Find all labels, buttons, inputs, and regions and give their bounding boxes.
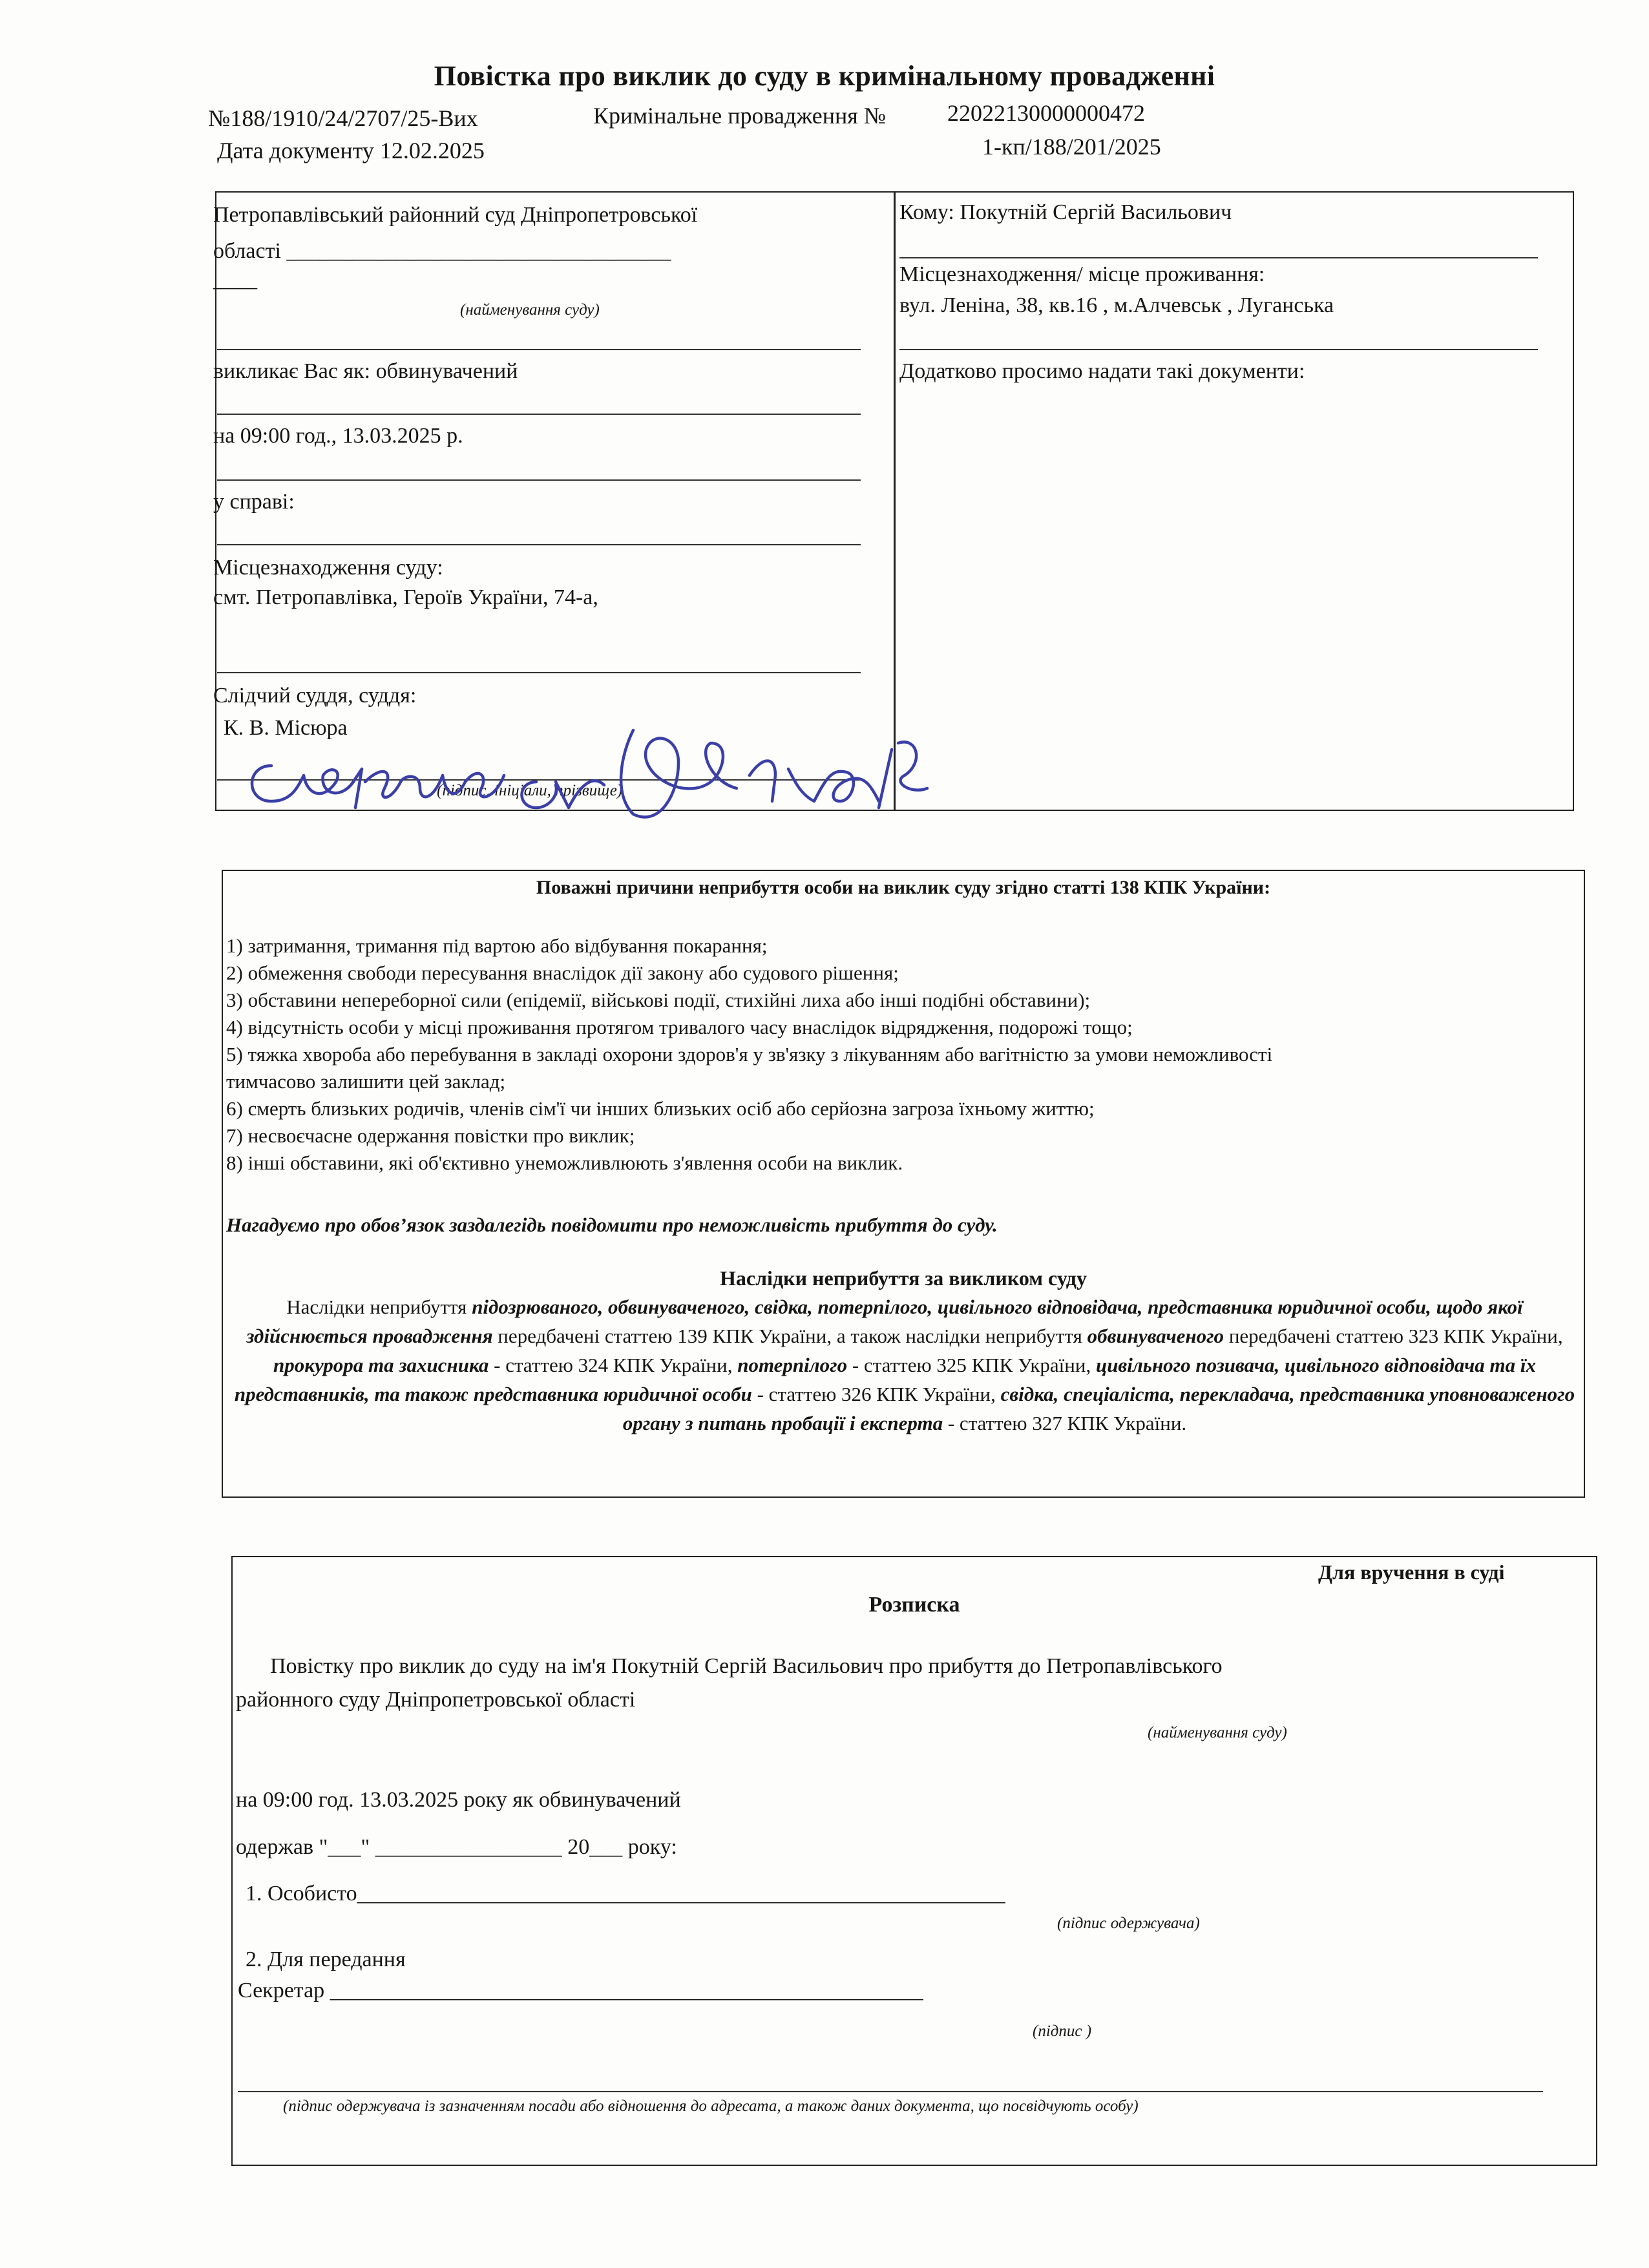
reason-item: 6) смерть близьких родичів, членів сім'ї чи інших близьких осіб або серйозна загроза їхньому життю; — [226, 1097, 1095, 1120]
receipt-personally-caption: (підпис одержувача) — [1057, 1915, 1200, 1932]
divider — [217, 544, 861, 545]
consequences-fragment: - статтею 326 КПК України, — [751, 1383, 1001, 1405]
court-location-value: смт. Петропавлівка, Героїв України, 74-а, — [213, 585, 598, 609]
reason-item: 3) обставини непереборної сили (епідемії, військові події, стихійні лиха або інші подібні обставини); — [226, 989, 1091, 1011]
consequences-fragment: Наслідки неприбуття — [286, 1296, 472, 1318]
judge-label: Слідчий суддя, суддя: — [213, 684, 417, 708]
court-name-caption: (найменування суду) — [460, 301, 600, 319]
doc-number: №188/1910/24/2707/25-Вих — [208, 105, 478, 131]
receipt-received-line: одержав "___" _________________ 20___ року: — [236, 1835, 677, 1859]
court-name-line1: Петропавлівський районний суд Дніпропетровської — [213, 203, 698, 227]
consequences-fragment: цивільного позивача, цивільного відповідача та їх представників, та також представника юридичної особи — [234, 1354, 1536, 1405]
documents-request-label: Додатково просимо надати такі документи: — [899, 359, 1305, 383]
receipt-time-line: на 09:00 год. 13.03.2025 року як обвинувачений — [236, 1788, 681, 1812]
case-label: у справі: — [213, 490, 295, 514]
for-court-label: Для вручення в суді — [1318, 1560, 1505, 1584]
receipt-line2: районного суду Дніпропетровської області — [236, 1688, 636, 1712]
receipt-court-caption: (найменування суду) — [1148, 1724, 1287, 1741]
court-name-line2: області ___________________________________ — [213, 239, 671, 263]
divider — [899, 257, 1538, 258]
divider — [217, 672, 861, 673]
consequences-fragment: передбачені статтею 139 КПК України, а також наслідки неприбуття — [492, 1325, 1087, 1347]
consequences-fragment: прокурора та захисника — [273, 1354, 489, 1376]
receipt-line1: Повістку про виклик до суду на ім'я Покутній Сергій Васильович про прибуття до Петропавлівського — [270, 1654, 1223, 1678]
consequences-text — [233, 1292, 1577, 1438]
receipt-title: Розписка — [868, 1593, 960, 1617]
court-location-label: Місцезнаходження суду: — [213, 556, 443, 580]
consequences-fragment: - статтею 327 КПК України. — [943, 1412, 1187, 1434]
consequences-fragment: - статтею 325 КПК України, — [847, 1354, 1096, 1376]
handwritten-signature — [233, 704, 930, 827]
receipt-box — [231, 1556, 1597, 2166]
addressee: Кому: Покутній Сергій Васильович — [899, 200, 1232, 224]
divider — [899, 349, 1538, 350]
case-number: 1-кп/188/201/2025 — [982, 134, 1161, 160]
reason-item: 8) інші обставини, які об'єктивно унеможливлюють з'явлення особи на виклик. — [226, 1151, 903, 1174]
consequences-fragment: потерпілого — [737, 1354, 848, 1376]
reason-item: 4) відсутність особи у місці проживання протягом тривалого часу внаслідок відрядження, подорожі тощо; — [226, 1016, 1133, 1038]
reason-item: 7) несвоєчасне одержання повістки про виклик; — [226, 1124, 635, 1147]
receipt-secretary-caption: (підпис ) — [1033, 2022, 1092, 2040]
reminder-text: Нагадуємо про обов’язок заздалегідь повідомити про неможливість прибуття до суду. — [226, 1213, 998, 1236]
consequences-fragment: - статтею 324 КПК України, — [488, 1354, 738, 1376]
hearing-time: на 09:00 год., 13.03.2025 р. — [213, 424, 463, 448]
address-label: Місцезнаходження/ місце проживання: — [899, 262, 1265, 286]
address-value: вул. Леніна, 38, кв.16 , м.Алчевськ , Луганська — [899, 293, 1334, 317]
consequences-fragment: обвинуваченого — [1087, 1325, 1224, 1347]
receipt-bottom-line — [238, 2091, 1543, 2092]
receipt-bottom-caption: (підпис одержувача із зазначенням посади або відношення до адресата, а також даних документа, що посвідчують особу) — [283, 2097, 1139, 2115]
divider — [217, 479, 861, 481]
proceeding-label: Кримінальне провадження № — [593, 103, 887, 129]
consequences-fragment: свідка, спеціаліста, перекладача, представника уповноваженого органу з питань пробації і експерта — [622, 1383, 1575, 1434]
reasons-heading: Поважні причини неприбуття особи на виклик суду згідно статті 138 КПК України: — [536, 877, 1271, 898]
document-title: Повістка про виклик до суду в кримінальному провадженні — [434, 60, 1215, 92]
judge-name: К. В. Місюра — [224, 716, 348, 740]
signature-caption: (підпис, ініціали, прізвище) — [437, 782, 623, 799]
receipt-personally: 1. Особисто___________________________________________________________ — [246, 1882, 1005, 1906]
consequences-fragment: передбачені статтею 323 КПК України, — [1224, 1325, 1563, 1347]
reason-item: тимчасово залишити цей заклад; — [226, 1070, 506, 1093]
consequences-title: Наслідки неприбуття за викликом суду — [720, 1266, 1087, 1290]
reason-item: 1) затримання, тримання під вартою або відбування покарання; — [226, 934, 768, 957]
court-name-line3: ____ — [213, 268, 257, 291]
summons-role: викликає Вас як: обвинувачений — [213, 359, 518, 383]
receipt-for-transfer: 2. Для передання — [246, 1948, 406, 1971]
divider — [217, 349, 861, 350]
reasons-list — [226, 932, 1272, 1177]
reason-item: 2) обмеження свободи пересування внаслідок дії закону або судового рішення; — [226, 961, 899, 984]
proceeding-number: 22022130000000472 — [947, 100, 1145, 126]
reason-item: 5) тяжка хвороба або перебування в закладі охорони здоров'я у зв'язку з лікуванням або вагітністю за умови неможливості — [226, 1043, 1273, 1066]
receipt-secretary: Секретар ______________________________________________________ — [238, 1979, 923, 2002]
consequences-fragment: підозрюваного, обвинуваченого, свідка, потерпілого, цивільного відповідача, представника юридичної особи, щодо якої здійснюється провадження — [246, 1296, 1523, 1347]
divider — [217, 414, 861, 415]
doc-date: Дата документу 12.02.2025 — [217, 138, 485, 163]
